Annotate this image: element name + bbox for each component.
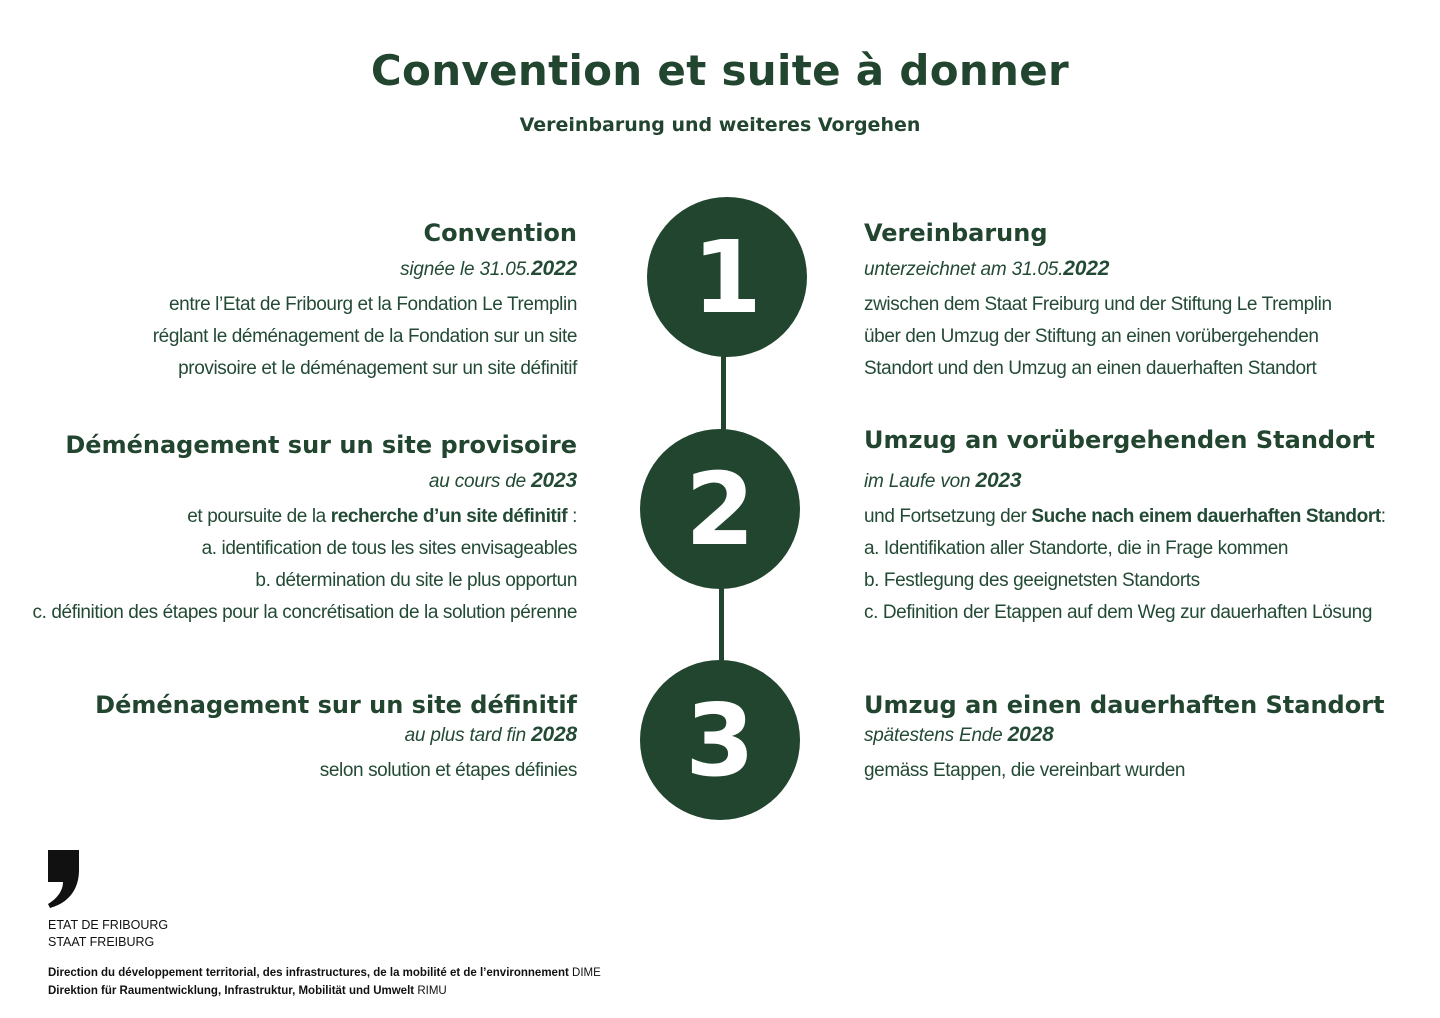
step-2-de-line: a. Identifikation aller Standorte, die in Frage kommen	[864, 538, 1289, 559]
step-3-de-date-year: 2028	[1007, 723, 1054, 746]
step-3-fr-date-prefix: au plus tard fin	[404, 725, 532, 746]
step-3-fr-heading: Déménagement sur un site définitif	[95, 691, 577, 719]
step-2-de-line: c. Definition der Etappen auf dem Weg zur dauerhaften Lösung	[864, 602, 1372, 623]
step-1-de-line: Standort und den Umzug an einen dauerhaften Standort	[864, 358, 1317, 379]
step-3-fr	[95, 690, 577, 787]
step-1-circle	[647, 197, 807, 357]
step-3-fr-date	[95, 722, 577, 749]
step-2-fr-line: b. détermination du site le plus opportun	[255, 570, 577, 591]
step-3-de	[864, 690, 1385, 787]
timeline-connector-1-2	[721, 350, 726, 440]
step-3-fr-date-year: 2028	[531, 723, 577, 746]
step-2-de-date-prefix: im Laufe von	[864, 471, 976, 492]
step-3-number: 3	[685, 681, 755, 799]
department-de-name: Direktion für Raumentwicklung, Infrastruktur, Mobilität und Umwelt	[48, 985, 415, 997]
step-2-fr-line: c. définition des étapes pour la concrétisation de la solution pérenne	[32, 602, 577, 623]
step-1-number: 1	[692, 218, 762, 336]
step-2-de-line	[864, 501, 1386, 533]
org-name-fr: ETAT DE FRIBOURG	[48, 918, 169, 932]
step-2-de-line-post: :	[1380, 506, 1386, 527]
step-1-de-line: zwischen dem Staat Freiburg und der Stiftung Le Tremplin	[864, 294, 1332, 315]
step-3-de-heading: Umzug an einen dauerhaften Standort	[864, 691, 1385, 719]
step-1-de-heading: Vereinbarung	[864, 219, 1048, 247]
step-1-fr-date	[153, 256, 577, 283]
step-3-de-line: gemäss Etappen, die vereinbart wurden	[864, 760, 1186, 781]
step-1-fr	[153, 218, 577, 385]
step-2-de	[864, 425, 1386, 629]
step-1-fr-line: entre l’Etat de Fribourg et la Fondation Le Tremplin	[169, 294, 577, 315]
step-1-fr-date-year: 2022	[531, 257, 577, 280]
step-2-fr-date-prefix: au cours de	[428, 471, 532, 492]
step-2-de-line-bold: Suche nach einem dauerhaften Standort	[1031, 506, 1381, 527]
timeline-connector-2-3	[719, 582, 724, 670]
step-2-fr-heading: Déménagement sur un site provisoire	[65, 431, 577, 459]
step-2-de-date-year: 2023	[975, 469, 1022, 492]
page-subtitle: Vereinbarung und weiteres Vorgehen	[519, 114, 921, 136]
department-de	[48, 982, 447, 1000]
step-1-de-date	[864, 256, 1332, 283]
step-1-de-date-year: 2022	[1063, 257, 1110, 280]
comma-logo-icon	[46, 848, 86, 910]
step-2-fr	[33, 430, 578, 629]
department-fr-name: Direction du développement territorial, des infrastructures, de la mobilité et de l’environnement	[48, 967, 569, 979]
step-2-fr-line	[33, 501, 578, 533]
step-3-de-date	[864, 722, 1385, 749]
step-2-fr-line-pre: et poursuite de la	[187, 506, 331, 527]
step-1-fr-line: provisoire et le déménagement sur un site définitif	[178, 358, 577, 379]
department-fr-abbr: DIME	[572, 967, 601, 979]
step-2-de-heading: Umzug an vorübergehenden Standort	[864, 426, 1375, 454]
step-2-circle	[640, 429, 800, 589]
department-fr	[48, 964, 601, 982]
step-1-fr-date-prefix: signée le 31.05.	[400, 259, 532, 280]
step-2-de-line: b. Festlegung des geeignetsten Standorts	[864, 570, 1200, 591]
page-title: Convention et suite à donner	[370, 46, 1070, 95]
step-2-fr-line-post: :	[567, 506, 577, 527]
step-2-fr-line-bold: recherche d’un site définitif	[330, 506, 568, 527]
step-1-de	[864, 218, 1332, 385]
org-name-de: STAAT FREIBURG	[48, 935, 155, 949]
step-2-de-line-pre: und Fortsetzung der	[864, 506, 1032, 527]
step-1-de-date-prefix: unterzeichnet am 31.05.	[864, 259, 1064, 280]
step-2-fr-date	[33, 468, 578, 495]
step-2-de-date	[864, 468, 1386, 495]
step-3-fr-line: selon solution et étapes définies	[319, 760, 577, 781]
step-1-fr-heading: Convention	[423, 219, 577, 247]
department-de-abbr: RIMU	[417, 985, 447, 997]
step-1-fr-line: réglant le déménagement de la Fondation sur un site	[152, 326, 577, 347]
step-2-fr-line: a. identification de tous les sites envisageables	[201, 538, 577, 559]
step-1-de-line: über den Umzug der Stiftung an einen vorübergehenden	[864, 326, 1319, 347]
step-3-circle	[640, 660, 800, 820]
step-2-fr-date-year: 2023	[531, 469, 577, 492]
step-2-number: 2	[685, 450, 755, 568]
step-3-de-date-prefix: spätestens Ende	[864, 725, 1008, 746]
